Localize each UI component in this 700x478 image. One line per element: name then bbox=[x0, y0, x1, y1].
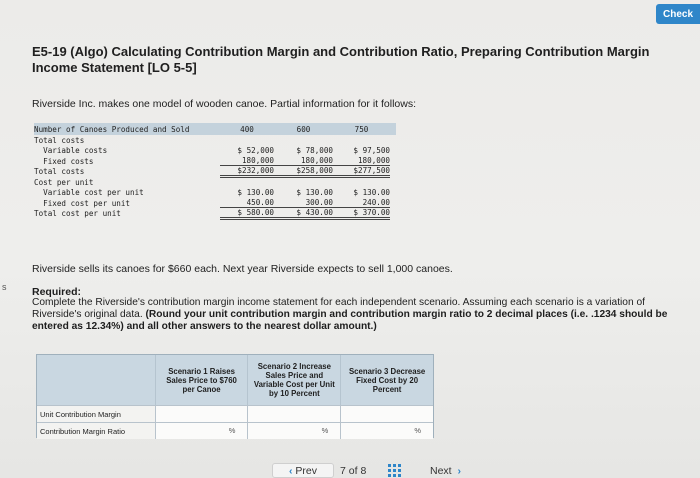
percent-suffix: % bbox=[321, 426, 329, 435]
page-indicator bbox=[340, 465, 366, 477]
table-row bbox=[34, 177, 396, 188]
chevron-left-icon: ‹ bbox=[288, 464, 293, 477]
required-instructions bbox=[32, 297, 694, 333]
page-current: 7 bbox=[340, 465, 346, 477]
table-row bbox=[34, 188, 396, 199]
row-label: Fixed cost per unit bbox=[34, 198, 131, 208]
cell: 240.00 bbox=[333, 198, 390, 208]
row-label: Unit Contribution Margin bbox=[37, 406, 155, 422]
unit-cm-scenario-3-field[interactable] bbox=[344, 408, 414, 420]
table-header-row bbox=[34, 123, 396, 135]
pagination bbox=[272, 463, 512, 478]
answer-row-cm-ratio bbox=[37, 422, 433, 439]
page-total: 8 bbox=[360, 465, 367, 477]
table-row bbox=[34, 146, 396, 157]
cell: 180,000 bbox=[333, 156, 390, 166]
unit-cm-scenario-1-input[interactable] bbox=[155, 406, 248, 422]
cell: $ 52,000 bbox=[237, 146, 274, 156]
margin-mark: s bbox=[2, 282, 7, 292]
cm-ratio-scenario-3-input[interactable] bbox=[340, 423, 433, 439]
cm-ratio-scenario-2-field[interactable] bbox=[251, 425, 321, 437]
row-label: Total costs bbox=[34, 135, 85, 145]
unit-cm-scenario-1-field[interactable] bbox=[159, 408, 229, 420]
required-heading: Required: bbox=[32, 286, 82, 298]
required-plain-text: Complete the Riverside's contribution margin income statement for each independent scenario. Assuming each scenario is a variation of Riverside's original data. bbox=[32, 297, 645, 320]
intro-text: Riverside Inc. makes one model of wooden canoe. Partial information for it follows: bbox=[32, 98, 417, 110]
chevron-right-icon: › bbox=[457, 465, 461, 477]
unit-cm-scenario-2-field[interactable] bbox=[251, 408, 321, 420]
cell: $ 130.00 bbox=[237, 188, 274, 198]
cell: $ 430.00 bbox=[274, 208, 333, 220]
header-blank-cell bbox=[37, 355, 155, 405]
row-label: Variable cost per unit bbox=[34, 188, 144, 198]
cell: $ 78,000 bbox=[296, 146, 333, 156]
check-button[interactable]: Check bbox=[656, 4, 700, 24]
cell: 180,000 bbox=[220, 156, 274, 166]
cm-ratio-scenario-2-input[interactable] bbox=[247, 423, 340, 439]
cell: $ 97,500 bbox=[353, 146, 390, 156]
percent-suffix: % bbox=[414, 426, 421, 435]
cell: $ 130.00 bbox=[353, 188, 390, 198]
cost-data-table bbox=[34, 123, 396, 219]
cm-ratio-scenario-1-input[interactable] bbox=[155, 423, 248, 439]
table-row bbox=[34, 167, 396, 178]
row-label: Variable costs bbox=[34, 146, 108, 156]
answer-row-unit-cm bbox=[37, 405, 433, 422]
header-label: Number of Canoes Produced and Sold bbox=[34, 124, 190, 134]
scenario-1-header: Scenario 1 Raises Sales Price to $760 per Canoe bbox=[155, 355, 248, 405]
answer-table-header bbox=[37, 355, 433, 405]
next-label: Next bbox=[430, 465, 452, 477]
sales-info-text: Riverside sells its canoes for $660 each. Next year Riverside expects to sell 1,000 canoes. bbox=[32, 263, 453, 275]
cm-ratio-scenario-1-field[interactable] bbox=[159, 425, 229, 437]
grid-icon[interactable] bbox=[388, 464, 401, 477]
cell: $ 370.00 bbox=[333, 208, 390, 220]
header-col-2: 600 bbox=[296, 124, 311, 134]
prev-label: Prev bbox=[295, 464, 317, 477]
unit-cm-scenario-3-input[interactable] bbox=[340, 406, 433, 422]
cell: $258,000 bbox=[274, 166, 333, 178]
cell: 450.00 bbox=[220, 198, 274, 208]
row-label: Fixed costs bbox=[34, 156, 94, 166]
page-of: of bbox=[348, 465, 358, 477]
next-button[interactable] bbox=[430, 465, 461, 477]
table-row bbox=[34, 209, 396, 220]
cell: $ 580.00 bbox=[220, 208, 274, 220]
header-col-3: 750 bbox=[354, 124, 369, 134]
cell: 180,000 bbox=[274, 156, 333, 166]
unit-cm-scenario-2-input[interactable] bbox=[247, 406, 340, 422]
cell: $232,000 bbox=[220, 166, 274, 178]
scenario-3-header: Scenario 3 Decrease Fixed Cost by 20 Percent bbox=[340, 355, 433, 405]
percent-suffix: % bbox=[228, 426, 236, 435]
row-label: Contribution Margin Ratio bbox=[37, 423, 155, 439]
cm-ratio-scenario-3-field[interactable] bbox=[344, 425, 414, 437]
row-label: Cost per unit bbox=[34, 177, 94, 187]
cell: $ 130.00 bbox=[296, 188, 333, 198]
cell: $277,500 bbox=[333, 166, 390, 178]
cell: 300.00 bbox=[274, 198, 333, 208]
row-label: Total cost per unit bbox=[34, 209, 121, 219]
scenario-2-header: Scenario 2 Increase Sales Price and Variable Cost per Unit by 10 Percent bbox=[247, 355, 340, 405]
row-label: Total costs bbox=[34, 167, 85, 177]
required-bold-text: (Round your unit contribution margin and contribution margin ratio to 2 decimal places (i.e. .1234 should be entered as 12.34%) and all other answers to the nearest dollar amount.) bbox=[32, 309, 668, 332]
prev-button[interactable] bbox=[272, 463, 334, 478]
answer-table bbox=[36, 354, 434, 438]
table-row bbox=[34, 135, 396, 146]
header-col-1: 400 bbox=[240, 124, 254, 134]
problem-title: E5-19 (Algo) Calculating Contribution Margin and Contribution Ratio, Preparing Contribution Margin Income Statement [LO 5-5] bbox=[32, 44, 650, 75]
